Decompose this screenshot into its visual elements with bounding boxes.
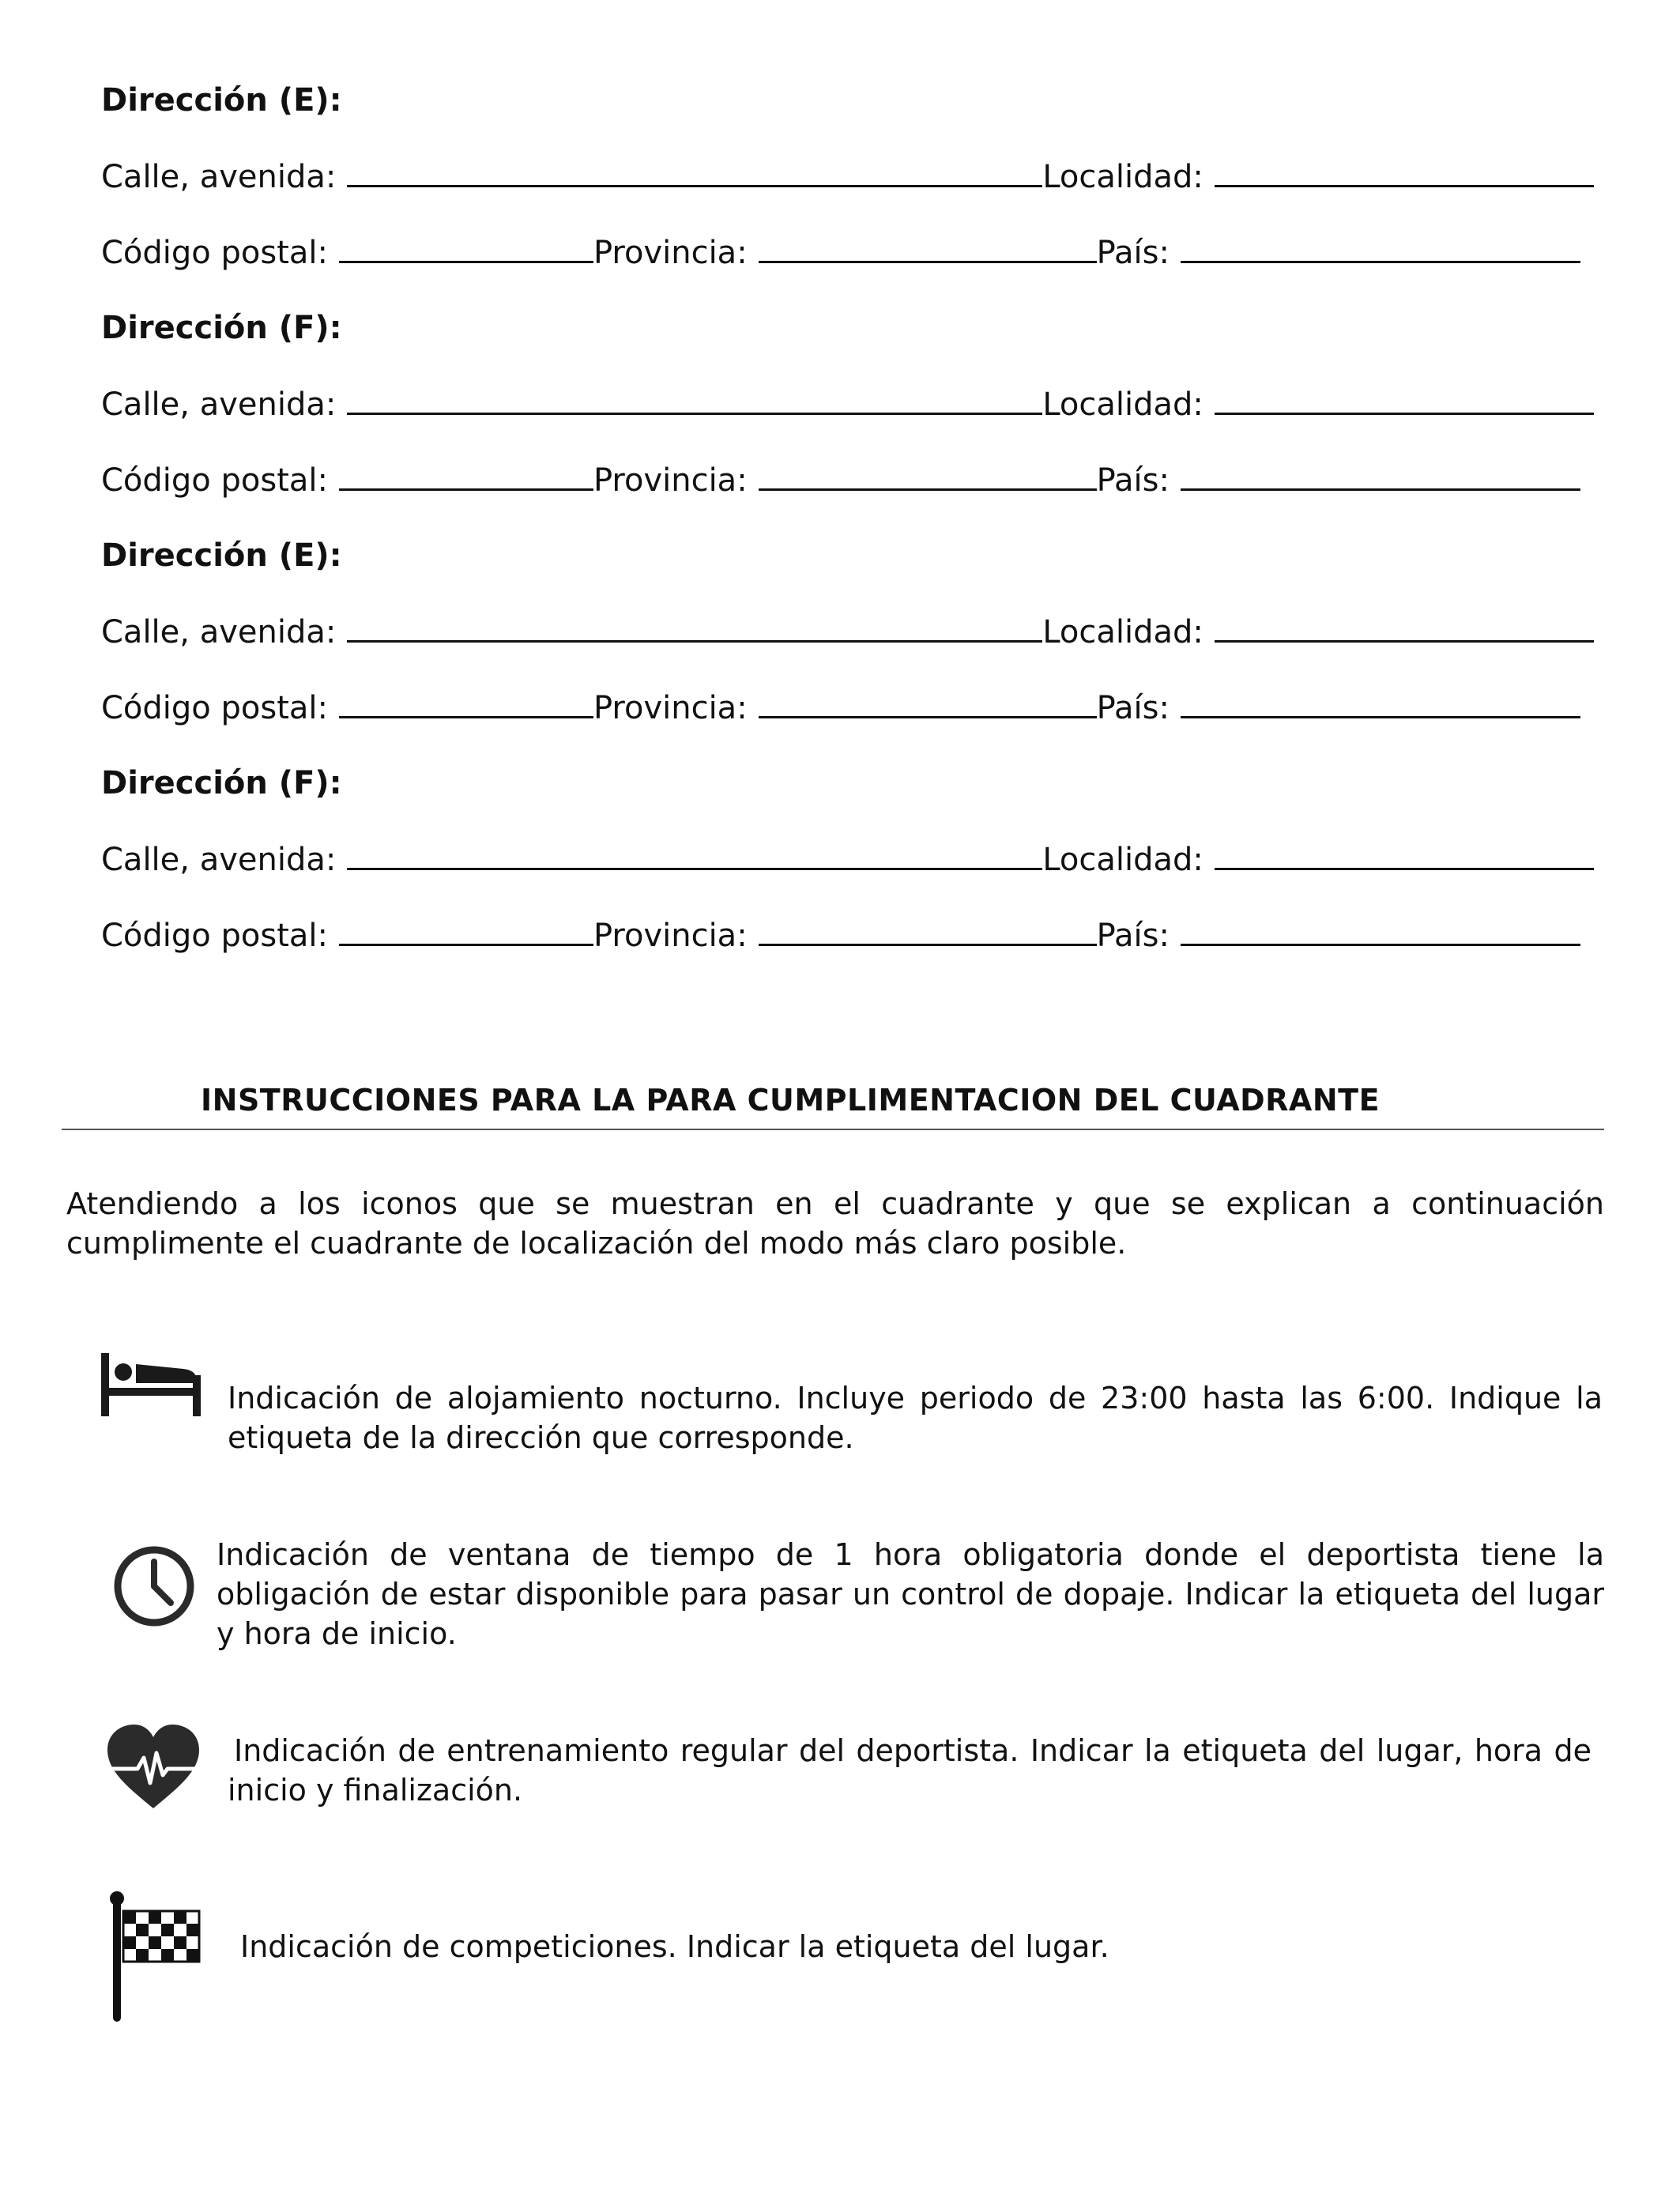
province-label: Provincia: bbox=[593, 235, 748, 271]
divider bbox=[62, 1129, 1604, 1130]
province-label: Provincia: bbox=[593, 462, 748, 499]
province-label: Provincia: bbox=[593, 918, 748, 954]
country-field[interactable] bbox=[1181, 229, 1580, 263]
postal-row bbox=[101, 229, 1603, 305]
address-block bbox=[101, 533, 1603, 760]
country-label: País: bbox=[1096, 235, 1170, 271]
street-label: Calle, avenida: bbox=[101, 614, 337, 650]
locality-field[interactable] bbox=[1215, 609, 1594, 643]
address-block bbox=[101, 305, 1603, 533]
postal-row bbox=[101, 684, 1603, 760]
street-row bbox=[101, 153, 1603, 229]
locality-label: Localidad: bbox=[1042, 614, 1203, 650]
country-label: País: bbox=[1096, 918, 1170, 954]
street-row bbox=[101, 381, 1603, 457]
locality-label: Localidad: bbox=[1042, 842, 1203, 878]
postal-row bbox=[101, 457, 1603, 533]
country-label: País: bbox=[1096, 690, 1170, 726]
address-heading: Dirección (F): bbox=[101, 310, 342, 346]
street-field[interactable] bbox=[347, 381, 1042, 415]
province-field[interactable] bbox=[759, 229, 1097, 263]
checkered-flag-description: Indicación de competiciones. Indicar la etiqueta del lugar. bbox=[240, 1929, 1109, 1964]
instructions-title: INSTRUCCIONES PARA LA PARA CUMPLIMENTACION DEL CUADRANTE bbox=[201, 1083, 1381, 1118]
street-label: Calle, avenida: bbox=[101, 159, 337, 195]
country-field[interactable] bbox=[1181, 912, 1580, 946]
street-row bbox=[101, 836, 1603, 912]
street-row bbox=[101, 609, 1603, 684]
address-form bbox=[101, 77, 1603, 988]
locality-field[interactable] bbox=[1215, 153, 1594, 187]
postal-row bbox=[101, 912, 1603, 988]
postal-code-field[interactable] bbox=[339, 684, 593, 718]
postal-code-label: Código postal: bbox=[101, 462, 328, 499]
bed-icon bbox=[98, 1351, 204, 1418]
heart-pulse-description: Indicación de entrenamiento regular del deportista. Indicar la etiqueta del lugar, hora de inicio y finalización. bbox=[228, 1733, 1591, 1808]
instructions-intro: Atendiendo a los iconos que se muestran en el cuadrante y que se explican a continuación cumplimente el cuadrante de localización del modo más claro posible. bbox=[66, 1186, 1604, 1261]
province-field[interactable] bbox=[759, 457, 1097, 491]
province-field[interactable] bbox=[759, 912, 1097, 946]
postal-code-label: Código postal: bbox=[101, 690, 328, 726]
address-block bbox=[101, 77, 1603, 305]
clock-description: Indicación de ventana de tiempo de 1 hora obligatoria donde el deportista tiene la obligación de estar disponible para pasar un control de dopaje. Indicar la etiqueta del lugar y hora de inicio. bbox=[217, 1537, 1604, 1651]
country-label: País: bbox=[1096, 462, 1170, 499]
locality-field[interactable] bbox=[1215, 381, 1594, 415]
postal-code-label: Código postal: bbox=[101, 918, 328, 954]
clock-icon bbox=[111, 1543, 198, 1630]
bed-description: Indicación de alojamiento nocturno. Incluye periodo de 23:00 hasta las 6:00. Indique la etiqueta de la dirección que corresponde. bbox=[228, 1381, 1603, 1455]
locality-label: Localidad: bbox=[1042, 386, 1203, 423]
country-field[interactable] bbox=[1181, 457, 1580, 491]
address-block bbox=[101, 760, 1603, 988]
street-field[interactable] bbox=[347, 836, 1042, 870]
locality-label: Localidad: bbox=[1042, 159, 1203, 195]
postal-code-field[interactable] bbox=[339, 229, 593, 263]
province-field[interactable] bbox=[759, 684, 1097, 718]
street-label: Calle, avenida: bbox=[101, 386, 337, 423]
postal-code-field[interactable] bbox=[339, 457, 593, 491]
province-label: Provincia: bbox=[593, 690, 748, 726]
address-heading: Dirección (E): bbox=[101, 82, 342, 119]
street-field[interactable] bbox=[347, 153, 1042, 187]
address-heading: Dirección (E): bbox=[101, 537, 342, 574]
address-heading: Dirección (F): bbox=[101, 765, 342, 801]
street-field[interactable] bbox=[347, 609, 1042, 643]
postal-code-field[interactable] bbox=[339, 912, 593, 946]
heart-pulse-icon bbox=[104, 1723, 202, 1811]
locality-field[interactable] bbox=[1215, 836, 1594, 870]
country-field[interactable] bbox=[1181, 684, 1580, 718]
checkered-flag-icon bbox=[106, 1891, 202, 2025]
postal-code-label: Código postal: bbox=[101, 235, 328, 271]
street-label: Calle, avenida: bbox=[101, 842, 337, 878]
